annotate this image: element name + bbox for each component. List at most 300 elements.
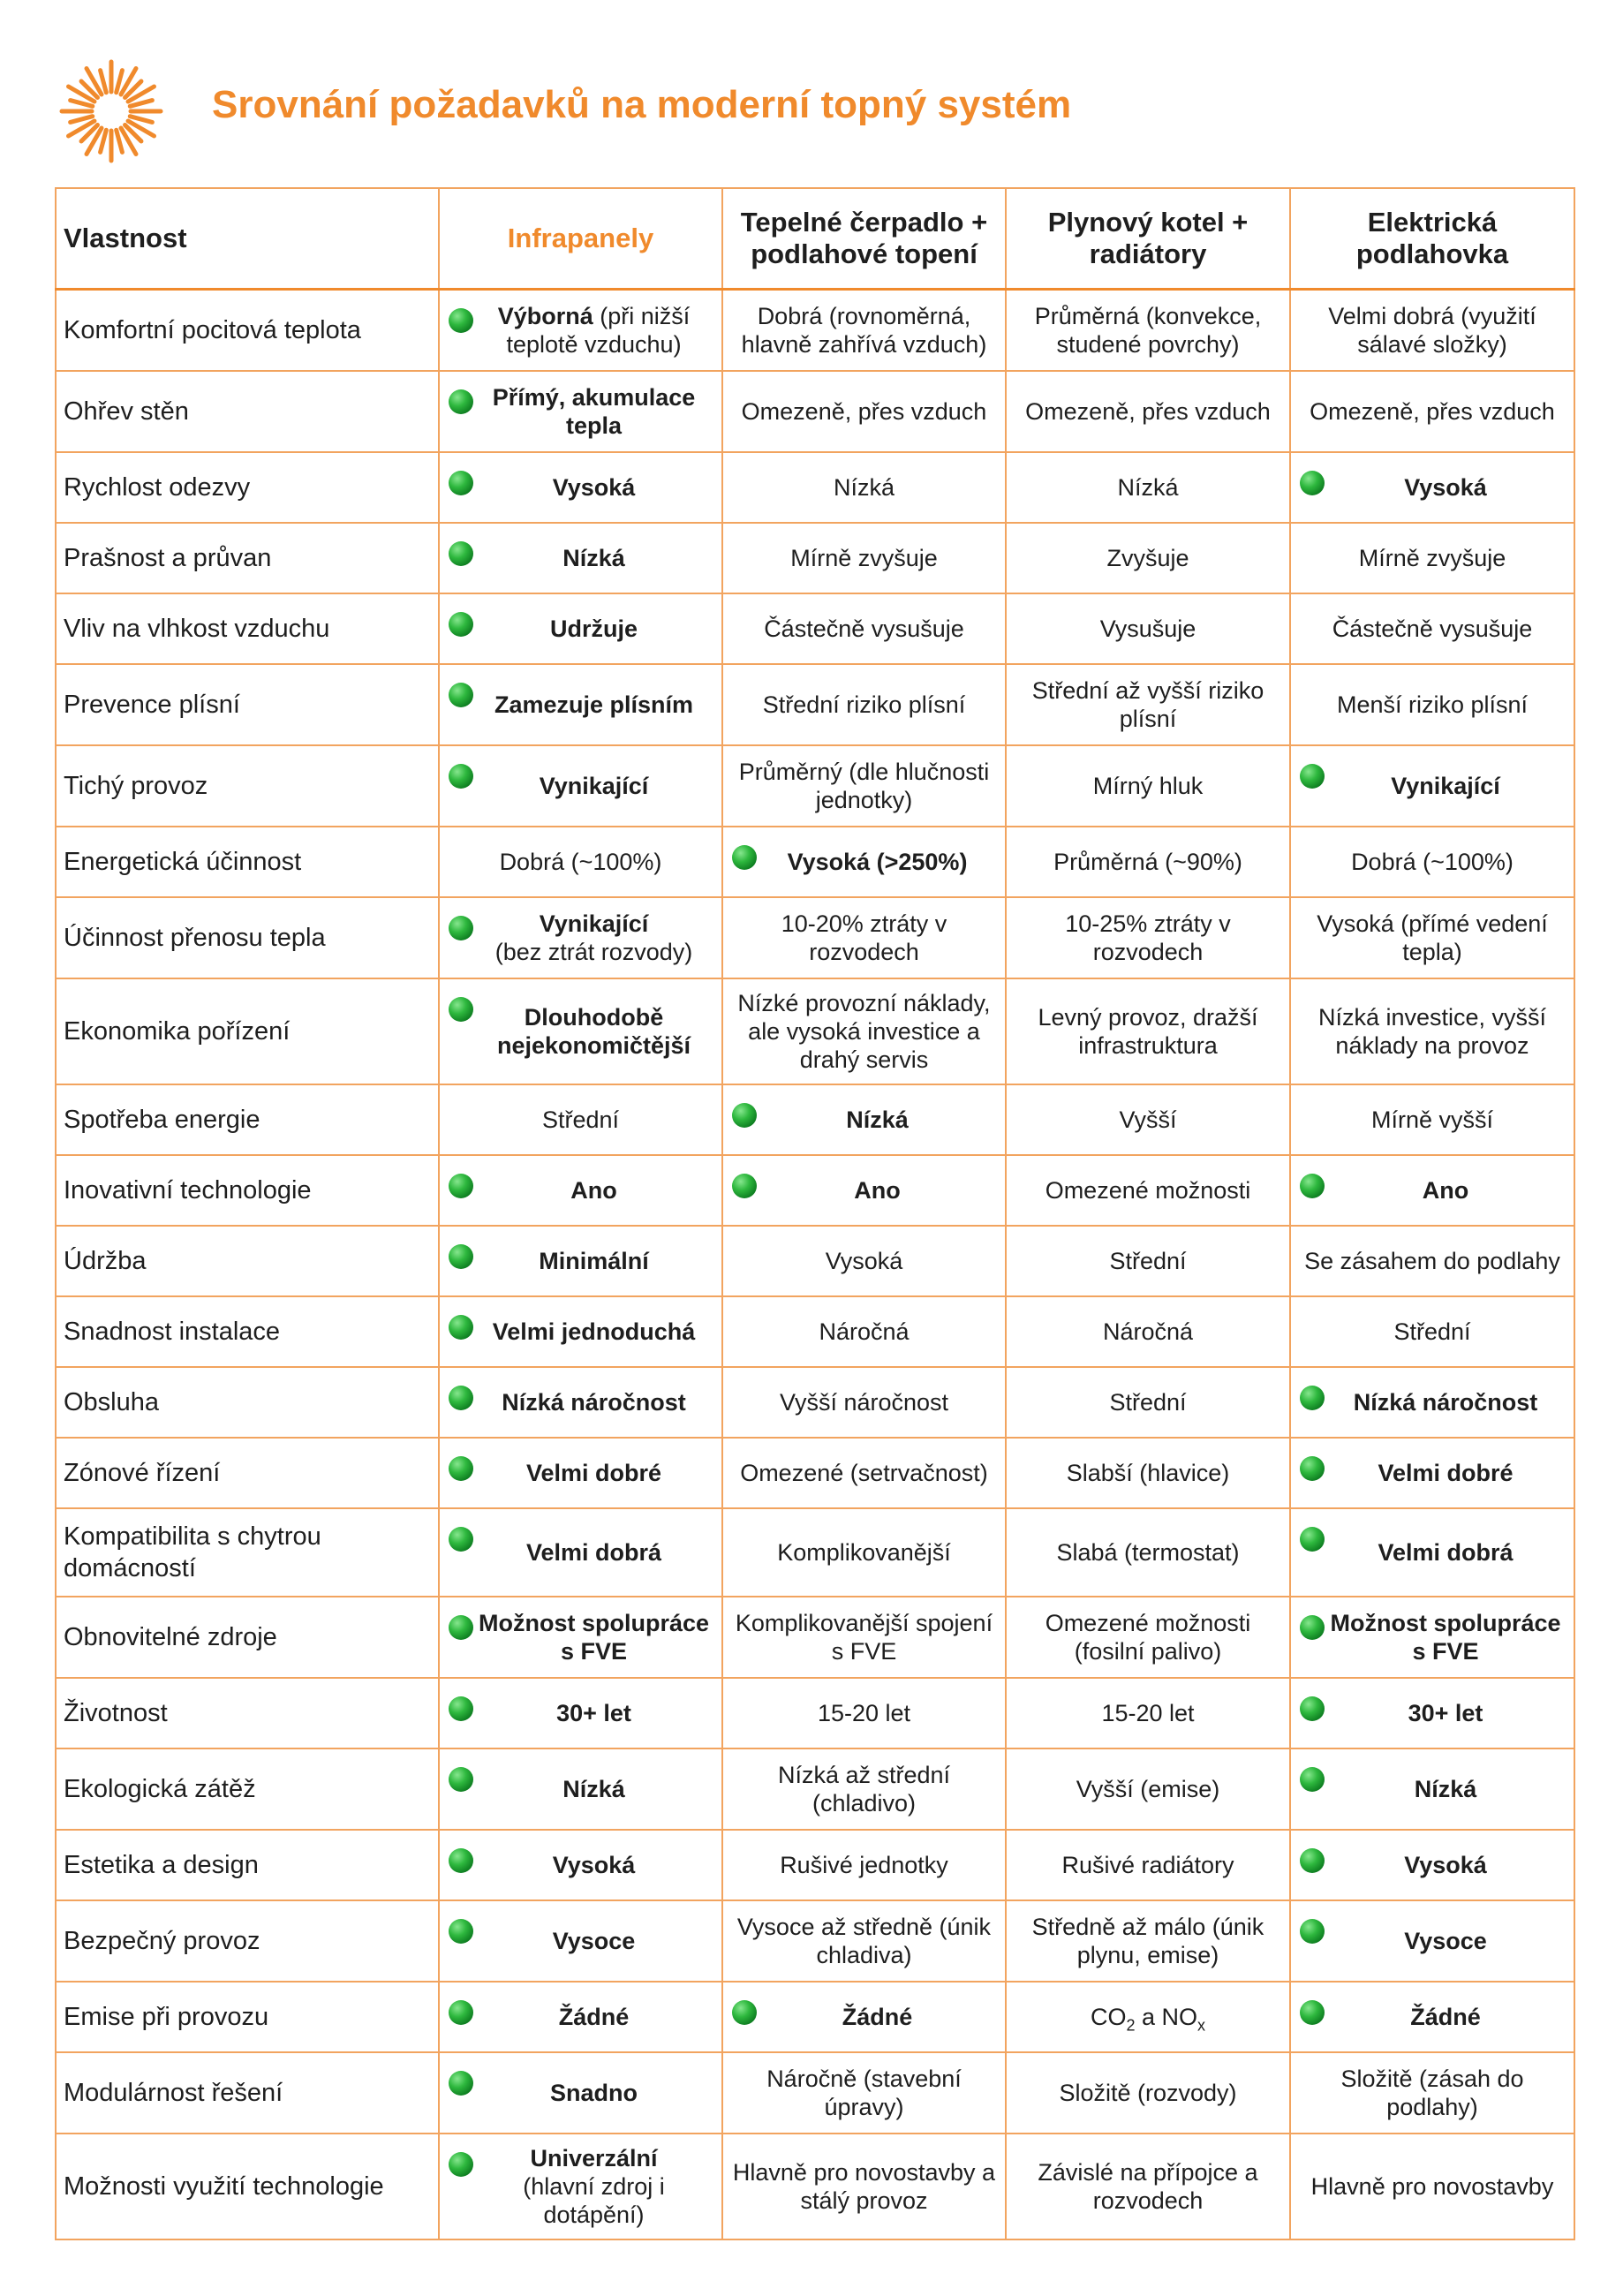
cell-value: Omezené možnosti bbox=[1045, 1176, 1251, 1204]
cell-value: 15-20 let bbox=[817, 1699, 911, 1726]
table-cell bbox=[439, 1084, 722, 1155]
cell-value: Střední bbox=[541, 1106, 620, 1133]
cell-value: Vysoce bbox=[552, 1927, 636, 1954]
table-cell bbox=[439, 1438, 722, 1508]
cell-value: Vyšší (emise) bbox=[1076, 1775, 1220, 1802]
table-cell bbox=[1006, 827, 1290, 897]
table-cell bbox=[1290, 1367, 1574, 1438]
cell-value: Zamezuje plísním bbox=[494, 691, 694, 718]
table-cell bbox=[1006, 1084, 1290, 1155]
table-cell bbox=[1290, 1830, 1574, 1900]
cell-value: Přímý, akumulace tepla bbox=[492, 383, 696, 439]
table-cell bbox=[722, 1678, 1006, 1748]
cell-value: Průměrná (~90%) bbox=[1053, 848, 1242, 875]
table-cell bbox=[439, 1597, 722, 1678]
row-property-label: Obnovitelné zdroje bbox=[56, 1597, 439, 1678]
table-cell bbox=[722, 745, 1006, 827]
cell-value: Velmi dobrá bbox=[525, 1538, 662, 1566]
table-cell bbox=[1290, 371, 1574, 452]
cell-value: Omezeně, přes vzduch bbox=[1025, 397, 1271, 425]
table-row bbox=[56, 1438, 1574, 1508]
row-property-label: Tichý provoz bbox=[56, 745, 439, 827]
cell-value: Nízká bbox=[562, 544, 625, 571]
cell-value: Nízká náročnost bbox=[502, 1388, 686, 1416]
cell-value: Vyšší náročnost bbox=[779, 1388, 949, 1416]
green-check-dot-icon bbox=[449, 1696, 473, 1721]
cell-value: Omezené (setrvačnost) bbox=[740, 1459, 988, 1486]
table-row bbox=[56, 745, 1574, 827]
column-header-elektricka-podlahovka: Elektrická podlahovka bbox=[1290, 188, 1574, 290]
cell-value: Vysoce bbox=[1404, 1927, 1487, 1954]
table-cell bbox=[722, 2052, 1006, 2134]
table-cell bbox=[722, 1830, 1006, 1900]
cell-value-note: (hlavní zdroj i dotápění) bbox=[523, 2172, 665, 2228]
comparison-table bbox=[55, 187, 1575, 2240]
table-row bbox=[56, 1597, 1574, 1678]
green-check-dot-icon bbox=[449, 916, 473, 940]
table-cell bbox=[439, 1296, 722, 1367]
cell-value: Komplikovanější bbox=[777, 1538, 951, 1566]
table-cell bbox=[1006, 523, 1290, 593]
table-cell bbox=[439, 1748, 722, 1830]
row-property-label: Kompatibilita s chytrou domácností bbox=[56, 1508, 439, 1597]
row-property-label: Snadnost instalace bbox=[56, 1296, 439, 1367]
green-check-dot-icon bbox=[732, 845, 757, 870]
row-property-label: Modulárnost řešení bbox=[56, 2052, 439, 2134]
green-check-dot-icon bbox=[449, 1244, 473, 1269]
cell-value: Mírně vyšší bbox=[1370, 1106, 1494, 1133]
logo-ray bbox=[101, 130, 107, 152]
green-check-dot-icon bbox=[1300, 471, 1325, 495]
cell-value: Vynikající bbox=[1391, 772, 1500, 799]
table-cell bbox=[1290, 978, 1574, 1084]
table-cell bbox=[722, 897, 1006, 978]
table-cell bbox=[1290, 1155, 1574, 1226]
cell-value: Omezeně, přes vzduch bbox=[741, 397, 987, 425]
cell-value-emphasis: Univerzální bbox=[530, 2144, 658, 2171]
green-check-dot-icon bbox=[449, 541, 473, 566]
table-cell bbox=[1006, 1438, 1290, 1508]
table-header-row bbox=[56, 188, 1574, 290]
green-check-dot-icon bbox=[1300, 1386, 1325, 1410]
cell-value: Se zásahem do podlahy bbox=[1304, 1247, 1560, 1274]
table-cell bbox=[722, 827, 1006, 897]
logo-ray bbox=[101, 71, 107, 93]
table-row bbox=[56, 664, 1574, 745]
table-cell bbox=[1006, 1982, 1290, 2052]
cell-value: Vysoká (přímé vedení tepla) bbox=[1317, 910, 1548, 965]
cell-value: Menší riziko plísní bbox=[1336, 691, 1529, 718]
row-property-label: Prašnost a průvan bbox=[56, 523, 439, 593]
green-check-dot-icon bbox=[732, 1174, 757, 1198]
green-check-dot-icon bbox=[732, 1103, 757, 1128]
cell-value: Velmi dobré bbox=[525, 1459, 662, 1486]
table-cell bbox=[1290, 1678, 1574, 1748]
table-row bbox=[56, 1296, 1574, 1367]
cell-value: Nízká až střední (chladivo) bbox=[777, 1761, 951, 1816]
cell-value: Omezeně, přes vzduch bbox=[1310, 397, 1555, 425]
table-cell bbox=[1006, 897, 1290, 978]
table-cell bbox=[722, 593, 1006, 664]
cell-value: Náročná bbox=[819, 1318, 910, 1345]
cell-value: Mírně zvyšuje bbox=[790, 544, 938, 571]
table-cell bbox=[722, 452, 1006, 523]
table-cell bbox=[1006, 1367, 1290, 1438]
green-check-dot-icon bbox=[449, 683, 473, 707]
table-cell bbox=[722, 1226, 1006, 1296]
cell-value: Vyšší bbox=[1119, 1106, 1177, 1133]
cell-value bbox=[449, 2144, 713, 2229]
chem-subscript: 2 bbox=[1126, 2015, 1136, 2034]
table-cell bbox=[1290, 452, 1574, 523]
table-row bbox=[56, 1367, 1574, 1438]
cell-value: 10-25% ztráty v rozvodech bbox=[1065, 910, 1231, 965]
green-check-dot-icon bbox=[449, 997, 473, 1022]
table-cell bbox=[439, 371, 722, 452]
table-cell bbox=[1290, 827, 1574, 897]
cell-value-emphasis: Výborná bbox=[497, 302, 593, 329]
cell-value: Hlavně pro novostavby bbox=[1310, 2172, 1554, 2200]
cell-value: Omezené možnosti (fosilní palivo) bbox=[1045, 1609, 1251, 1665]
logo-ray bbox=[130, 117, 152, 123]
row-property-label: Ekonomika pořízení bbox=[56, 978, 439, 1084]
green-check-dot-icon bbox=[449, 1527, 473, 1552]
row-property-label: Prevence plísní bbox=[56, 664, 439, 745]
table-cell bbox=[439, 593, 722, 664]
table-cell bbox=[1290, 745, 1574, 827]
table-cell bbox=[722, 1155, 1006, 1226]
table-cell bbox=[439, 2052, 722, 2134]
green-check-dot-icon bbox=[1300, 1174, 1325, 1198]
table-cell bbox=[1290, 1438, 1574, 1508]
table-cell bbox=[1290, 290, 1574, 371]
cell-value: Složitě (rozvody) bbox=[1059, 2079, 1237, 2106]
sunburst-logo-icon bbox=[58, 58, 164, 164]
green-check-dot-icon bbox=[449, 2000, 473, 2025]
cell-value: Vynikající bbox=[539, 772, 649, 799]
cell-value: Nízká bbox=[846, 1106, 909, 1133]
cell-value: Nízká bbox=[1117, 473, 1179, 501]
chem-subscript: x bbox=[1197, 2015, 1206, 2034]
row-property-label: Bezpečný provoz bbox=[56, 1900, 439, 1982]
cell-value: Ano bbox=[570, 1176, 617, 1204]
cell-value: Vysoká (>250%) bbox=[787, 848, 968, 875]
table-cell bbox=[439, 1900, 722, 1982]
green-check-dot-icon bbox=[449, 1315, 473, 1340]
cell-value: Vysoká bbox=[552, 1851, 636, 1878]
table-cell bbox=[439, 1678, 722, 1748]
table-cell bbox=[722, 1296, 1006, 1367]
table-row bbox=[56, 1508, 1574, 1597]
cell-value: 30+ let bbox=[1408, 1699, 1483, 1726]
table-cell bbox=[1006, 1830, 1290, 1900]
table-cell bbox=[722, 1748, 1006, 1830]
table-cell bbox=[439, 978, 722, 1084]
table-cell bbox=[439, 2134, 722, 2239]
cell-value: Nízká náročnost bbox=[1353, 1388, 1538, 1416]
table-cell bbox=[1006, 664, 1290, 745]
table-cell bbox=[1006, 745, 1290, 827]
table-row bbox=[56, 1900, 1574, 1982]
column-header-property: Vlastnost bbox=[56, 188, 439, 290]
logo-ray bbox=[130, 101, 152, 107]
green-check-dot-icon bbox=[1300, 1615, 1325, 1640]
cell-value: Dlouhodobě nejekonomičtější bbox=[496, 1003, 691, 1059]
table-cell bbox=[722, 1508, 1006, 1597]
cell-value: Průměrná (konvekce, studené povrchy) bbox=[1034, 302, 1262, 358]
cell-value: Udržuje bbox=[549, 615, 638, 642]
cell-value: Snadno bbox=[550, 2079, 638, 2106]
row-property-label: Možnosti využití technologie bbox=[56, 2134, 439, 2239]
row-property-label: Ohřev stěn bbox=[56, 371, 439, 452]
cell-value: Slabší (hlavice) bbox=[1066, 1459, 1230, 1486]
green-check-dot-icon bbox=[449, 1919, 473, 1944]
cell-value: Střední riziko plísní bbox=[762, 691, 966, 718]
table-cell bbox=[722, 290, 1006, 371]
table-cell bbox=[439, 1367, 722, 1438]
table-cell bbox=[1006, 1226, 1290, 1296]
table-row bbox=[56, 827, 1574, 897]
cell-value: 30+ let bbox=[556, 1699, 631, 1726]
green-check-dot-icon bbox=[449, 1386, 473, 1410]
table-cell bbox=[439, 745, 722, 827]
cell-value: Dobrá (~100%) bbox=[499, 848, 662, 875]
green-check-dot-icon bbox=[449, 389, 473, 414]
column-header-infrapanely: Infrapanely bbox=[439, 188, 722, 290]
table-cell bbox=[439, 523, 722, 593]
table-row bbox=[56, 1155, 1574, 1226]
cell-value-chemical bbox=[1090, 2003, 1206, 2034]
cell-value: Vysoká bbox=[552, 473, 636, 501]
cell-value: Mírně zvyšuje bbox=[1358, 544, 1506, 571]
cell-value-note: (při nižší teplotě vzduchu) bbox=[506, 302, 691, 358]
cell-value-note: (bez ztrát rozvody) bbox=[494, 938, 693, 965]
table-cell bbox=[1006, 978, 1290, 1084]
row-property-label: Životnost bbox=[56, 1678, 439, 1748]
cell-value: Vysoká bbox=[1404, 473, 1487, 501]
page-title: Srovnání požadavků na moderní topný systém bbox=[212, 83, 1072, 126]
green-check-dot-icon bbox=[449, 1615, 473, 1640]
cell-value: Střední bbox=[1109, 1388, 1187, 1416]
table-cell bbox=[1290, 523, 1574, 593]
table-cell bbox=[1006, 1508, 1290, 1597]
table-row bbox=[56, 1678, 1574, 1748]
cell-value: Náročná bbox=[1102, 1318, 1194, 1345]
table-cell bbox=[1006, 593, 1290, 664]
cell-value bbox=[469, 910, 693, 966]
cell-value: Slabá (termostat) bbox=[1056, 1538, 1240, 1566]
cell-value: Závislé na přípojce a rozvodech bbox=[1038, 2158, 1258, 2214]
cell-value: Nízká bbox=[1414, 1775, 1477, 1802]
row-property-label: Obsluha bbox=[56, 1367, 439, 1438]
table-row bbox=[56, 1226, 1574, 1296]
row-property-label: Účinnost přenosu tepla bbox=[56, 897, 439, 978]
table-cell bbox=[722, 1438, 1006, 1508]
row-property-label: Emise při provozu bbox=[56, 1982, 439, 2052]
table-cell bbox=[722, 1982, 1006, 2052]
green-check-dot-icon bbox=[1300, 1848, 1325, 1873]
cell-value: Nízká bbox=[833, 473, 895, 501]
row-property-label: Údržba bbox=[56, 1226, 439, 1296]
green-check-dot-icon bbox=[1300, 1696, 1325, 1721]
cell-value: Možnost spolupráce s FVE bbox=[478, 1609, 710, 1665]
table-cell bbox=[722, 371, 1006, 452]
table-row bbox=[56, 897, 1574, 978]
cell-value: Velmi jednoduchá bbox=[492, 1318, 696, 1345]
cell-value: Žádné bbox=[842, 2003, 913, 2030]
table-cell bbox=[1290, 1296, 1574, 1367]
cell-value: Velmi dobrá bbox=[1378, 1538, 1514, 1566]
cell-value: Složitě (zásah do podlahy) bbox=[1340, 2065, 1524, 2120]
table-cell bbox=[439, 1226, 722, 1296]
cell-value: 15-20 let bbox=[1101, 1699, 1195, 1726]
table-cell bbox=[1290, 1508, 1574, 1597]
table-cell bbox=[439, 1508, 722, 1597]
cell-value: Náročně (stavební úpravy) bbox=[766, 2065, 962, 2120]
cell-value: Vysoká bbox=[825, 1247, 903, 1274]
table-cell bbox=[1290, 897, 1574, 978]
cell-value: Možnost spolupráce s FVE bbox=[1330, 1609, 1561, 1665]
cell-value bbox=[449, 302, 713, 359]
green-check-dot-icon bbox=[449, 471, 473, 495]
table-row bbox=[56, 290, 1574, 371]
table-row bbox=[56, 1748, 1574, 1830]
row-property-label: Inovativní technologie bbox=[56, 1155, 439, 1226]
table-cell bbox=[439, 1155, 722, 1226]
cell-value: Střední až vyšší riziko plísní bbox=[1031, 676, 1264, 732]
table-cell bbox=[1006, 1296, 1290, 1367]
green-check-dot-icon bbox=[1300, 2000, 1325, 2025]
cell-value: Nízká bbox=[562, 1775, 625, 1802]
cell-value: Vysoce až středně (únik chladiva) bbox=[736, 1913, 992, 1968]
table-cell bbox=[1290, 1084, 1574, 1155]
green-check-dot-icon bbox=[449, 2152, 473, 2177]
green-check-dot-icon bbox=[449, 1174, 473, 1198]
table-cell bbox=[1006, 1678, 1290, 1748]
table-cell bbox=[1290, 1226, 1574, 1296]
cell-value: Zvyšuje bbox=[1106, 544, 1189, 571]
cell-value: Hlavně pro novostavby a stálý provoz bbox=[732, 2158, 996, 2214]
cell-value: Dobrá (rovnoměrná, hlavně zahřívá vzduch) bbox=[741, 302, 987, 358]
cell-value: Částečně vysušuje bbox=[764, 615, 964, 642]
table-row bbox=[56, 978, 1574, 1084]
table-cell bbox=[722, 1597, 1006, 1678]
logo-ray bbox=[71, 117, 93, 123]
table-cell bbox=[722, 978, 1006, 1084]
table-cell bbox=[1290, 1597, 1574, 1678]
table-cell bbox=[1290, 1748, 1574, 1830]
table-cell bbox=[722, 2134, 1006, 2239]
cell-value-emphasis: Vynikající bbox=[539, 910, 649, 937]
table-cell bbox=[1290, 1982, 1574, 2052]
table-cell bbox=[439, 1830, 722, 1900]
cell-value: Průměrný (dle hlučnosti jednotky) bbox=[738, 758, 990, 813]
table-cell bbox=[439, 897, 722, 978]
row-property-label: Spotřeba energie bbox=[56, 1084, 439, 1155]
cell-value: Ano bbox=[854, 1176, 901, 1204]
row-property-label: Ekologická zátěž bbox=[56, 1748, 439, 1830]
table-cell bbox=[439, 664, 722, 745]
cell-value: Minimální bbox=[539, 1247, 649, 1274]
green-check-dot-icon bbox=[449, 1767, 473, 1792]
table-cell bbox=[1006, 2052, 1290, 2134]
cell-value: Ano bbox=[1422, 1176, 1469, 1204]
logo-ray bbox=[71, 101, 93, 107]
table-cell bbox=[1006, 452, 1290, 523]
table-cell bbox=[722, 1084, 1006, 1155]
column-header-tepelne-cerpadlo: Tepelné čerpadlo + podlahové topení bbox=[722, 188, 1006, 290]
cell-value: Velmi dobrá (využití sálavé složky) bbox=[1328, 302, 1536, 358]
green-check-dot-icon bbox=[1300, 1456, 1325, 1481]
table-cell bbox=[1290, 2052, 1574, 2134]
green-check-dot-icon bbox=[449, 308, 473, 333]
row-property-label: Rychlost odezvy bbox=[56, 452, 439, 523]
cell-value: 10-20% ztráty v rozvodech bbox=[781, 910, 947, 965]
table-row bbox=[56, 2052, 1574, 2134]
table-cell bbox=[439, 1982, 722, 2052]
green-check-dot-icon bbox=[1300, 1919, 1325, 1944]
table-row bbox=[56, 593, 1574, 664]
table-row bbox=[56, 1830, 1574, 1900]
green-check-dot-icon bbox=[1300, 1527, 1325, 1552]
cell-value: Částečně vysušuje bbox=[1332, 615, 1533, 642]
table-row bbox=[56, 1982, 1574, 2052]
cell-value: Komplikovanější spojení s FVE bbox=[735, 1609, 993, 1665]
cell-value: Levný provoz, dražší infrastruktura bbox=[1038, 1003, 1258, 1059]
column-header-plynovy-kotel: Plynový kotel + radiátory bbox=[1006, 188, 1290, 290]
table-row bbox=[56, 2134, 1574, 2239]
row-property-label: Estetika a design bbox=[56, 1830, 439, 1900]
cell-value: Rušivé radiátory bbox=[1061, 1851, 1234, 1878]
logo-ray bbox=[117, 130, 123, 152]
table-cell bbox=[1006, 371, 1290, 452]
row-property-label: Vliv na vlhkost vzduchu bbox=[56, 593, 439, 664]
table-row bbox=[56, 523, 1574, 593]
logo-ray bbox=[117, 71, 123, 93]
table-cell bbox=[439, 290, 722, 371]
table-cell bbox=[722, 1367, 1006, 1438]
chem-text: CO bbox=[1090, 2003, 1127, 2030]
green-check-dot-icon bbox=[449, 2071, 473, 2096]
green-check-dot-icon bbox=[449, 612, 473, 637]
table-cell bbox=[1006, 1597, 1290, 1678]
cell-value: Nízká investice, vyšší náklady na provoz bbox=[1317, 1003, 1547, 1059]
table-cell bbox=[1006, 290, 1290, 371]
cell-value: Středně až málo (únik plynu, emise) bbox=[1031, 1913, 1264, 1968]
cell-value: Žádné bbox=[1410, 2003, 1481, 2030]
green-check-dot-icon bbox=[449, 1848, 473, 1873]
table-cell bbox=[1290, 664, 1574, 745]
green-check-dot-icon bbox=[449, 1456, 473, 1481]
cell-value: Vysoká bbox=[1404, 1851, 1487, 1878]
row-property-label: Zónové řízení bbox=[56, 1438, 439, 1508]
cell-value: Střední bbox=[1393, 1318, 1471, 1345]
green-check-dot-icon bbox=[1300, 764, 1325, 789]
cell-value: Nízké provozní náklady, ale vysoká investice a drahý servis bbox=[737, 989, 991, 1073]
table-cell bbox=[439, 452, 722, 523]
cell-value: Velmi dobré bbox=[1378, 1459, 1514, 1486]
table-row bbox=[56, 1084, 1574, 1155]
green-check-dot-icon bbox=[732, 2000, 757, 2025]
table-cell bbox=[1006, 2134, 1290, 2239]
cell-value: Mírný hluk bbox=[1092, 772, 1204, 799]
green-check-dot-icon bbox=[449, 764, 473, 789]
cell-value: Střední bbox=[1109, 1247, 1187, 1274]
cell-value: Rušivé jednotky bbox=[780, 1851, 948, 1878]
cell-value: Dobrá (~100%) bbox=[1351, 848, 1514, 875]
cell-value: Žádné bbox=[558, 2003, 630, 2030]
table-cell bbox=[722, 523, 1006, 593]
